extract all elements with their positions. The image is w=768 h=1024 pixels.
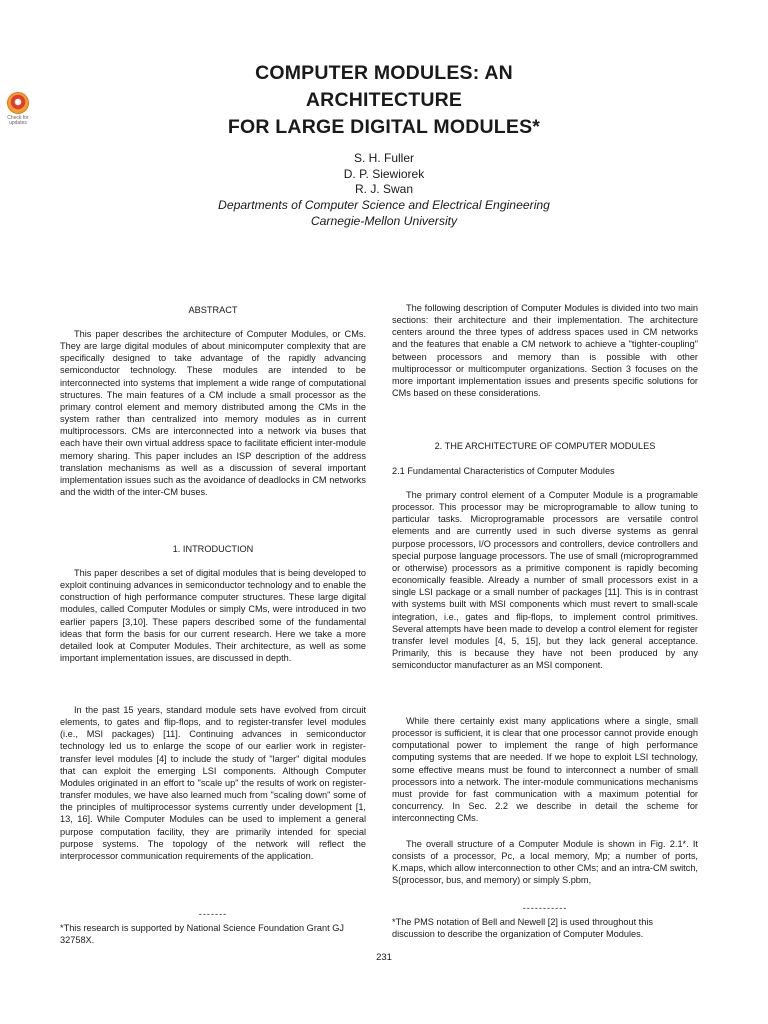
badge-label: Check for updates [7, 115, 29, 126]
intro-body-2 [60, 704, 366, 862]
right-footnote: *The PMS notation of Bell and Newell [2] is used throughout this discussion to describe the organization of Computer Modules. [392, 917, 653, 940]
left-footnote-block [60, 922, 366, 946]
affiliation-line-1: Departments of Computer Science and Electrical Engineering [218, 198, 550, 212]
abstract-heading: ABSTRACT [188, 305, 238, 315]
section-2 [392, 440, 698, 452]
intro-paragraph-1: This paper describes a set of digital modules that is being developed to exploit continuing advances in semiconductor technology and to enable the construction of high performance computer structures. These large digital modules, called Computer Modules or simply CMs, were introduced in two earlier papers [3,10]. These papers described some of the fundamental ideas that form the basis for our current research. Here we take a more detailed look at Computer Modules. Their architecture, as well as some important implementation issues, are discussed in depth. [60, 568, 366, 664]
overview-body [392, 302, 698, 399]
left-footnote-rule-block [60, 908, 366, 920]
page-number: 231 [376, 952, 392, 963]
title-line-1: COMPUTER MODULES: AN [255, 62, 513, 84]
title-line-3: FOR LARGE DIGITAL MODULES* [227, 116, 541, 138]
author-2: D. P. Siewiorek [343, 166, 425, 181]
subsection-2-1 [392, 465, 698, 477]
abstract-paragraph: This paper describes the architecture of Computer Modules, or CMs. They are large digital modules of about minicomputer complexity that are specifically designed to take advantage of the rapidly advancing semiconductor technology. These modules are intended to be interconnected into systems that implement a wide range of computational structures. The main features of a CM include a small processor as the primary control element and memory distributed among the CMs in the system rather than centralized into memory modules as in current multiprocessors. CMs are interconnected into a network via buses that each have their own virtual address space to facilitate efficient inter-module memory sharing. This paper includes an ISP description of the address translation mechanisms as well as a discussion of several important implementation issues such as the avoidance of deadlocks in CM networks and the width of the inter-CM buses. [60, 329, 366, 498]
section-2-1-paragraph-3: The overall structure of a Computer Module is shown in Fig. 2.1*. It consists of a processor, Pc, a local memory, Mp; a number of ports, K.maps, which allow interconnection to other CMs; and an intra-CM switch, S(processor, bus, and memory) or simply S.pbm, [392, 839, 698, 886]
right-footnote-rule-block [392, 902, 698, 914]
author-1: S. H. Fuller [353, 151, 414, 165]
right-footnote-block [392, 916, 698, 940]
left-footnote: *This research is supported by National Science Foundation Grant GJ 32758X. [60, 923, 344, 946]
affiliation [0, 198, 768, 229]
intro-section [60, 543, 366, 555]
abstract-body [60, 328, 366, 498]
abstract-section [60, 304, 366, 316]
section-2-1-paragraph-2: While there certainly exist many applications where a single, small processor is sufficient, it is clear that one processor cannot provide enough computational power to implement the range of high performance computing systems that are needed. If we hope to exploit LSI technology, some effective means must be found to interconnect a number of small processors into a network. The inter-module communications mechanisms must provide for fast communication with a maximum potential for concurrency. In Sec. 2.2 we describe in detail the scheme for interconnecting CMs. [392, 716, 698, 824]
author-3: R. J. Swan [354, 182, 414, 196]
intro-body-1 [60, 567, 366, 664]
title-line-2: ARCHITECTURE [305, 89, 463, 111]
check-for-updates-icon [7, 92, 29, 114]
check-for-updates-badge[interactable] [3, 92, 33, 126]
section-2-1-body-1 [392, 489, 698, 671]
section-2-1-body-3 [392, 838, 698, 887]
affiliation-line-2: Carnegie-Mellon University [310, 213, 458, 228]
subsection-2-1-heading: 2.1 Fundamental Characteristics of Computer Modules [392, 466, 615, 476]
overview-paragraph: The following description of Computer Modules is divided into two main sections: their architecture and their implementation. The architecture centers around the three types of address spaces used in CM networks and the features that enable a CM network to achieve a "tighter-coupling" between processors and memory than is possible with other multiprocessor or multicomputer organizations. Section 3 focuses on the more important implementation issues and presents specific solutions for CMs based on these considerations. [392, 303, 698, 399]
intro-heading: 1. INTRODUCTION [172, 544, 254, 554]
right-footnote-rule: ----------- [522, 903, 568, 913]
intro-paragraph-2: In the past 15 years, standard module sets have evolved from circuit elements, to gates and flip-flops, and to register-transfer level modules (i.e., MSI packages) [11]. Continuing advances in semiconductor technology led us to enlarge the scope of our earlier work in register- transfer level modules [4] to include the study of "larger" digital modules that can exploit the emerging LSI components. Although Computer Modules originated in an effort to "scale up" the results of work on register-transfer modules, we have also learned much from "scaling down" some of the principles of multiprocessor systems currently under development [1, 13, 16]. While Computer Modules can be used to implement a general purpose computation facility, they are primarily intended for special purpose systems. The topology of the network will reflect the interprocessor communication requirements of the application. [60, 705, 366, 861]
left-footnote-rule: ------- [198, 909, 228, 919]
section-2-1-body-2 [392, 715, 698, 824]
authors [0, 151, 768, 198]
paper-title [0, 60, 768, 141]
section-2-heading: 2. THE ARCHITECTURE OF COMPUTER MODULES [434, 441, 656, 451]
section-2-1-paragraph-1: The primary control element of a Computer Module is a programable processor. This processor may be microprogramable to allow tuning to particular tasks. Microprogramable processors are versatile control elements and are currently used in such diverse systems as genral purpose processors, I/O processors and controllers, device controllers and special purpose language processors. The use of small (microprogrammed or otherwise) processors as a primitive component is rapidly becoming economically feasible. Already a number of small processors exist in a single LSI package or a small number of packages [11]. This is in contrast with systems built with MSI components which must revert to small-scale integration, i.e., gates and flip-flops, to implement control primitives. Several attempts have been made to develop a control element for register transfer level modules [4, 5, 15], but they lack general acceptance. Primarily, this is because they have not been produced by any semiconductor manufacturer as an MSI component. [392, 490, 698, 671]
